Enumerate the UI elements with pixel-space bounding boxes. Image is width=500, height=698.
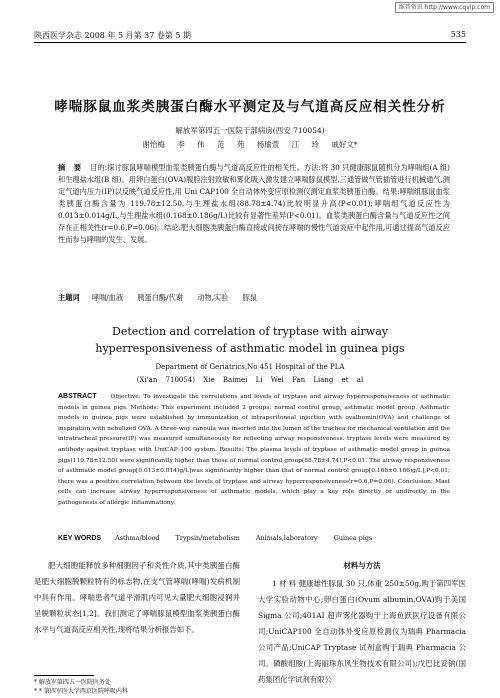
author: Fan Liang	[292, 376, 334, 384]
keyword: 动物,实验	[197, 293, 229, 302]
keyword: 胰蛋白酶/代谢	[137, 293, 183, 302]
keyword: Trypsin/metabolism	[175, 534, 240, 542]
authors-chinese	[0, 139, 500, 150]
abstract-text: Objective: To investigate the correlations and levels of tryptase and airway hyperresponsiveness of asthmatic models in guinea pigs. Methods: This experiment included 2 groups: normal control group, asthmatic model group. Asthmatic models in guinea pigs were established by immunization of intraperitoneal injection with ovalbumin(OVA) and challenge of inspiration with nebulized OVA. A three-way cannula was inserted into the lumen of the trachea for mechanical ventilation and the intratracheal pressure(IP) was measured simultaneously for reflecting airway responsiveness. tryptase levels were measured by antibody against tryptase with UniCAP 100 system. Results: The plasma levels of tryptase of asthmatic model group in guinea pigs(119.78±12.50) were significantly higher than those of normal control group(88.78±4.74),P<0.01. The airway responsiveness of asthmatic model group[0.013±0.014)g/L]was significantly higher than that of normal control group[0.168±0.186)g/L],P<0.01; there was a positive correlation between the levels of tryptase and airway hyperresponsiveness(r=0.6,P=0.06). Conclusion: Mast cells can increase airway hyperresponsiveness of asthmatic models, which play a key role directly or undirectly in the pathogenesis of allergic inflammationy.	[58, 394, 450, 506]
abstract-text: 目的:探讨豚鼠哮喘模型血浆类胰蛋白酶与气道高反应性的相关性。方法:将 30 只健康豚鼠随机分为哮喘组(A 组)和生理盐水组(B 组)。用卵白蛋白(OVA)腹腔注射致敏和雾化吸入激发建立哮喘豚鼠模型,三通管做气管插管进行机械通气,测定气道内压力(IP)以反映气道反应性,用 Uni CAP100 全自动体外变应原检测仪测定血浆类胰蛋白酶。结果:哮喘组豚鼠血浆类胰蛋白酶含量为 119.78±12.50,与生理盐水组(88.78±4.74)比较明显升高(P<0.01);哮喘组气道反应性为 0.013±0.014g/L,与生理盐水组(0.168±0.186g/L)比较有显著性差异(P<0.01)。血浆类胰蛋白酶含量与气道反应性之间存在正相关性(r=0.6,P=0.06)。结论:肥大细胞类胰蛋白酶直接或间接在哮喘的慢性气道炎症中起作用,可通过提高气道反应性而参与哮喘的发生、发展。	[58, 163, 450, 244]
author: 江 玲	[291, 140, 320, 149]
page-number: 535	[450, 30, 466, 39]
author: 杨瑜萱	[256, 140, 280, 149]
footnotes	[34, 678, 240, 696]
title-line: hyperresponsiveness of asthmatic model in guinea pigs	[95, 342, 405, 355]
author: 戚好文*	[331, 140, 358, 149]
affiliation-english: Department of Geriatrics,No 451 Hospital of the PLA	[155, 363, 345, 371]
abstract-chinese	[58, 162, 450, 246]
keyword: Animals,laboratory	[255, 534, 318, 542]
authors-english	[0, 376, 500, 384]
author: Xie Baimei	[203, 376, 248, 384]
author: Li Wei	[255, 376, 284, 384]
author: 李 伟	[177, 140, 205, 149]
affiliation-chinese: 解放军第四五一医院干部病房(西安 710054)	[175, 126, 325, 135]
methods-text: 1 材 料 健康雄性豚鼠 30 只,体重 250±50g,购于第四军医大学实验动物中心;卵白蛋白(Ovum albumin,OVA)购于美国 Sigma 公司;401AI 超声雾化器购于上海鱼跃医疗设备有限公司;UniCAP100 全自动体外变应原检测仪为瑞典 Pharmacia 公司产品;UniCAP Tryptase 试剂盒购于瑞典 Pharmacia 公司。磷酸组胺(上海丽珠东风生物技术有限公司);戊巴比妥钠(国药集团化学试剂有限公	[258, 579, 466, 684]
introduction-text: 肥大细胞能释放多种细胞因子和炎性介质,其中类胰蛋白酶是肥大细胞脱颗粒特有的标志物,在支气管哮喘(哮喘)发病机制中具有作用。哮喘患者气道平滑肌内可见大量肥大细胞浸润并呈脱颗粒状态[1,2]。我们测定了哮喘豚鼠模型血浆类胰蛋白酶水平与气道高反应相关性,现将结果分析报告如下。	[34, 561, 240, 634]
watermark: 维普资讯 http://www.cqvip.com	[395, 2, 494, 13]
keyword: 豚鼠	[242, 293, 257, 302]
location: (Xi'an 710054)	[136, 376, 196, 384]
author: 范 苑	[216, 140, 245, 149]
author: et al	[341, 376, 364, 384]
methods-section	[258, 558, 466, 688]
journal-info: 陕西医学杂志 2008 年 5 月第 37 卷第 5 期	[34, 31, 192, 40]
keywords-english	[58, 534, 450, 542]
keywords-label: 主题词	[58, 293, 80, 302]
title-english	[0, 323, 500, 357]
keywords-label: KEY WORDS	[58, 535, 102, 542]
keyword: Asthma/blood	[115, 534, 160, 542]
running-header	[34, 30, 466, 43]
abstract-label: ABSTRACT	[58, 393, 97, 400]
footnote-divider	[34, 675, 94, 676]
author: 谢怡梅	[142, 140, 165, 149]
title-line: Detection and correlation of tryptase with airway	[112, 325, 388, 338]
title-chinese: 哮喘豚鼠血浆类胰蛋白酶水平测定及与气道高反应相关性分析	[54, 99, 446, 115]
abstract-label: 摘 要	[58, 163, 85, 172]
keyword: Guinea pigs	[333, 534, 373, 542]
abstract-english	[58, 392, 450, 509]
footnote: * 解放军第四五一医院医务处	[34, 679, 111, 686]
section-heading: 材料与方法	[343, 561, 381, 570]
keyword: 哮喘/血液	[91, 293, 124, 302]
keywords-chinese	[58, 293, 450, 303]
footnote: * * 第四军医大学西京医院呼吸内科	[34, 688, 128, 695]
